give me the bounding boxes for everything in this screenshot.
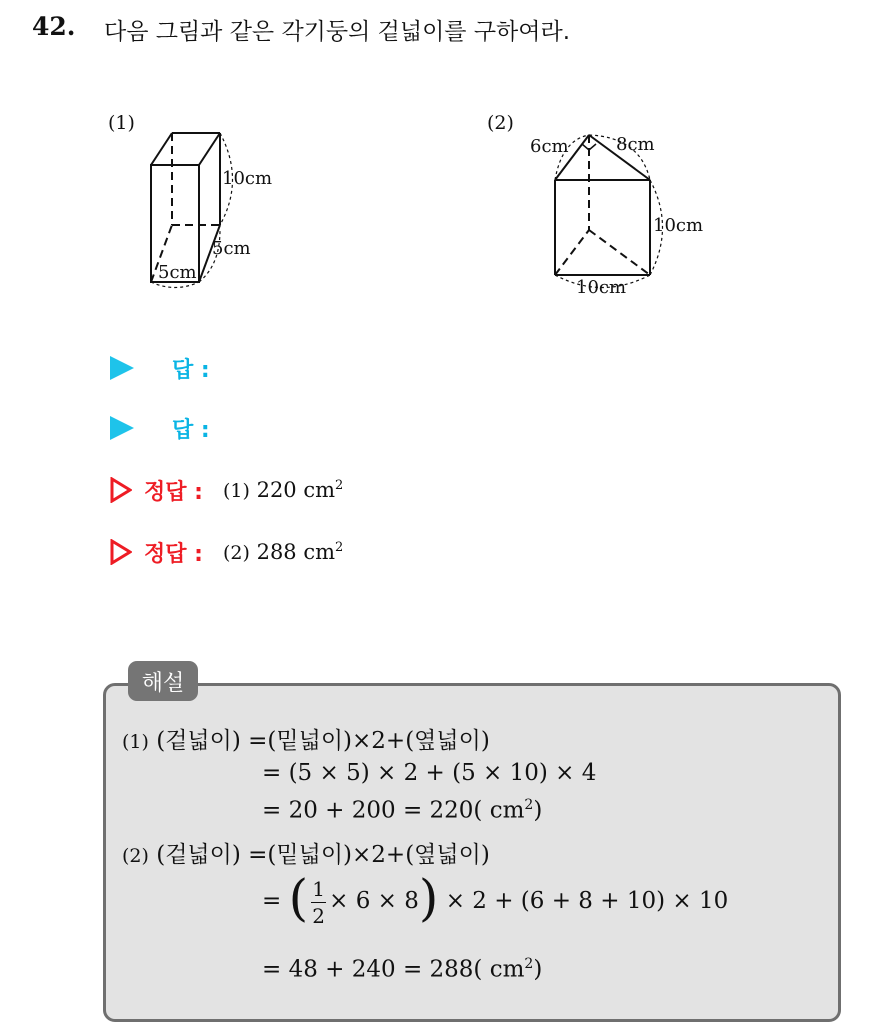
answer-label: 답 : bbox=[172, 417, 210, 443]
solution-tag: 해설 bbox=[128, 661, 198, 701]
solution-2-line-3: = 48 + 240 = 288( $cm^2$) bbox=[262, 956, 543, 983]
figure-1-dim-depth: 5cm bbox=[212, 238, 251, 259]
play-outline-icon bbox=[110, 477, 132, 503]
solution-1-line-2: = (5 × 5) × 2 + (5 × 10) × 4 bbox=[262, 760, 597, 786]
question-number: 42. bbox=[32, 12, 76, 41]
question-text: 다음 그림과 같은 각기둥의 겉넓이를 구하여라. bbox=[104, 19, 571, 45]
figure-1-rect-prism bbox=[140, 125, 290, 285]
correct-answer-label: 정답 : bbox=[144, 541, 203, 567]
figure-2-label: (2) bbox=[487, 112, 514, 134]
solution-1-line-1: (1) (겉넓이) =(밑넓이)×2+(옆넓이) bbox=[122, 728, 490, 754]
solution-2-line-2: = ( $\frac{1}{2}$ × 6 × 8) × 2 + (6 + 8 + 10) × 10 bbox=[262, 869, 729, 928]
correct-answer-value: (1) 220 $cm^2$ bbox=[222, 478, 344, 502]
answer-row-1 bbox=[110, 351, 210, 385]
play-outline-icon bbox=[110, 539, 132, 565]
figure-1-dim-height: 10cm bbox=[222, 168, 273, 189]
solution-1-line-3: = 20 + 200 = 220( $cm^2$) bbox=[262, 797, 543, 824]
correct-answer-label: 정답 : bbox=[144, 479, 203, 505]
figure-2-dim-leg-b: 8cm bbox=[616, 134, 655, 155]
correct-answer-row-1 bbox=[110, 473, 343, 507]
figure-1-label: (1) bbox=[108, 112, 135, 134]
answer-label: 답 : bbox=[172, 357, 210, 383]
figure-2-dim-leg-a: 6cm bbox=[530, 136, 569, 157]
figure-1-dim-width: 5cm bbox=[158, 262, 197, 283]
answer-row-2 bbox=[110, 411, 210, 445]
solution-2-line-1: (2) (겉넓이) =(밑넓이)×2+(옆넓이) bbox=[122, 842, 490, 868]
fraction-one-half: $\frac{1}{2}$ bbox=[312, 876, 325, 928]
figure-2-dim-height: 10cm bbox=[653, 215, 704, 236]
play-filled-icon bbox=[110, 416, 134, 440]
figure-2-dim-base: 10cm bbox=[576, 277, 627, 298]
correct-answer-value: (2) 288 $cm^2$ bbox=[222, 540, 344, 564]
correct-answer-row-2 bbox=[110, 535, 343, 569]
play-filled-icon bbox=[110, 356, 134, 380]
